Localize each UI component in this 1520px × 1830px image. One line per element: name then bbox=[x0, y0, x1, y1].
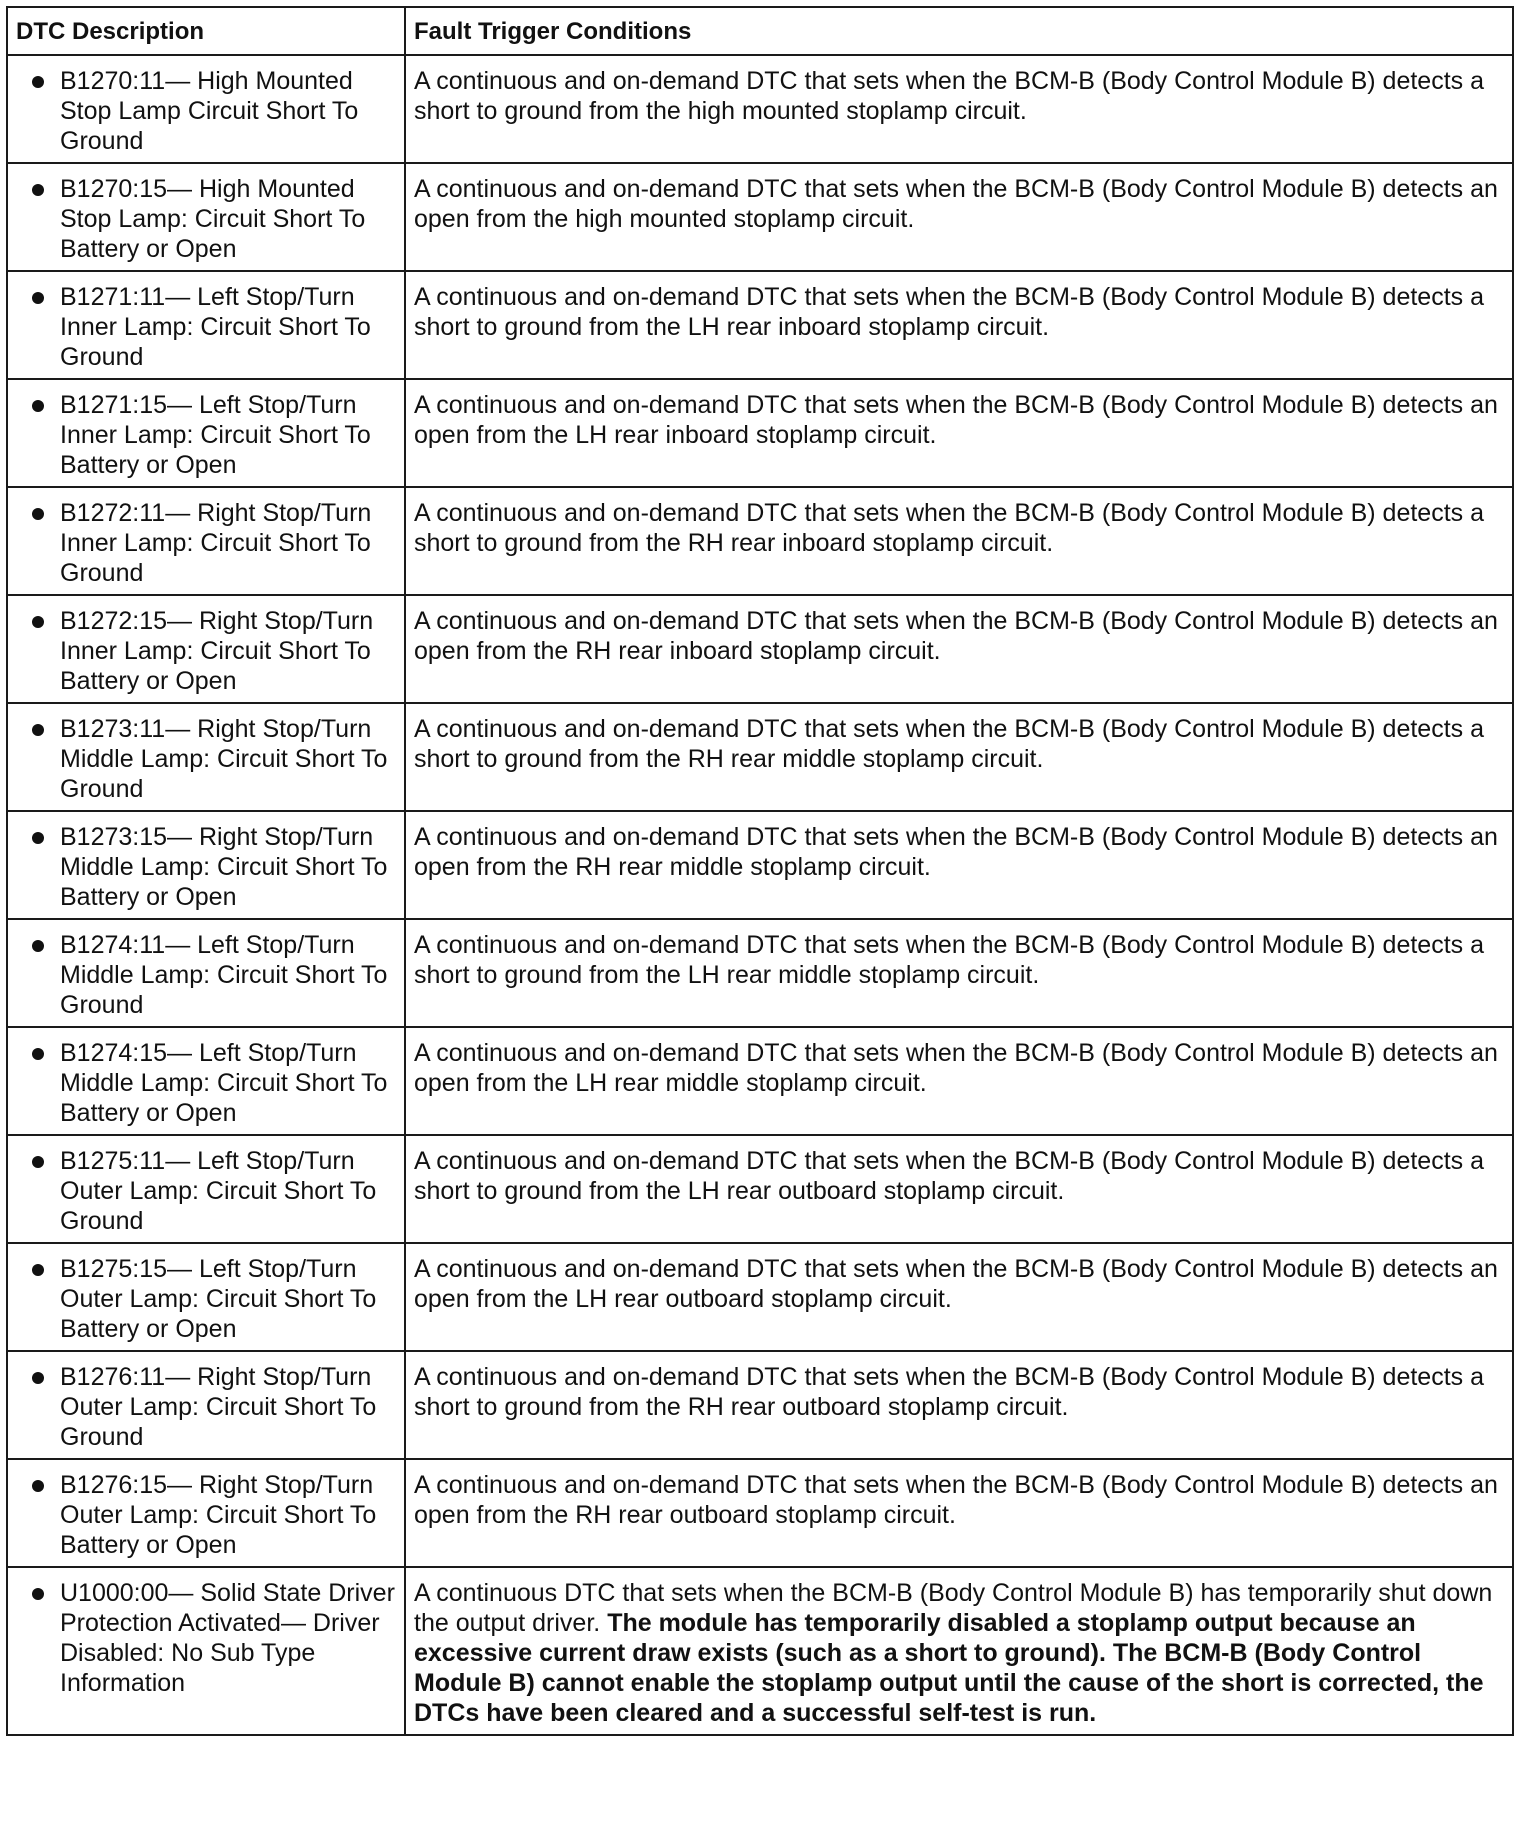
table-row bbox=[7, 1027, 1513, 1135]
table-row bbox=[7, 811, 1513, 919]
fault-trigger-cell bbox=[405, 1027, 1513, 1135]
dtc-code-text: B1270:11— High Mounted Stop Lamp Circuit Short To Ground bbox=[60, 67, 359, 155]
table-row bbox=[7, 1567, 1513, 1735]
dtc-description bbox=[32, 1146, 400, 1236]
bullet-icon bbox=[32, 616, 44, 628]
bullet-icon bbox=[32, 1372, 44, 1384]
dtc-description bbox=[32, 1470, 400, 1560]
fault-trigger-text: A continuous and on-demand DTC that sets when the BCM-B (Body Control Module B) detects a short to ground from the RH rear outboard stoplamp circuit. bbox=[414, 1363, 1484, 1421]
fault-trigger-cell bbox=[405, 595, 1513, 703]
dtc-description-cell bbox=[7, 1135, 405, 1243]
fault-trigger-cell bbox=[405, 919, 1513, 1027]
dtc-description bbox=[32, 498, 400, 588]
bullet-icon bbox=[32, 1588, 44, 1600]
table-row bbox=[7, 163, 1513, 271]
dtc-description-cell bbox=[7, 811, 405, 919]
fault-trigger-cell bbox=[405, 379, 1513, 487]
dtc-table-container bbox=[6, 6, 1514, 1736]
dtc-table bbox=[6, 6, 1514, 1736]
fault-trigger-cell bbox=[405, 703, 1513, 811]
dtc-description-cell bbox=[7, 1243, 405, 1351]
fault-trigger-text: A continuous and on-demand DTC that sets when the BCM-B (Body Control Module B) detects a short to ground from the high mounted stoplamp circuit. bbox=[414, 67, 1484, 125]
table-row bbox=[7, 595, 1513, 703]
fault-trigger-text: A continuous and on-demand DTC that sets when the BCM-B (Body Control Module B) detects a short to ground from the LH rear middle stoplamp circuit. bbox=[414, 931, 1484, 989]
bullet-icon bbox=[32, 76, 44, 88]
dtc-code-text: B1276:15— Right Stop/Turn Outer Lamp: Circuit Short To Battery or Open bbox=[60, 1471, 377, 1559]
dtc-description-cell bbox=[7, 163, 405, 271]
dtc-code-text: B1276:11— Right Stop/Turn Outer Lamp: Circuit Short To Ground bbox=[60, 1363, 377, 1451]
dtc-code-text: B1275:11— Left Stop/Turn Outer Lamp: Circuit Short To Ground bbox=[60, 1147, 377, 1235]
bullet-icon bbox=[32, 1480, 44, 1492]
fault-trigger-text: A continuous and on-demand DTC that sets when the BCM-B (Body Control Module B) detects an open from the RH rear outboard stoplamp circuit. bbox=[414, 1471, 1498, 1529]
dtc-description-cell bbox=[7, 595, 405, 703]
table-row bbox=[7, 271, 1513, 379]
dtc-description bbox=[32, 174, 400, 264]
bullet-icon bbox=[32, 184, 44, 196]
fault-trigger-text: A continuous and on-demand DTC that sets when the BCM-B (Body Control Module B) detects an open from the RH rear inboard stoplamp circuit. bbox=[414, 607, 1498, 665]
dtc-description-cell bbox=[7, 1459, 405, 1567]
fault-trigger-cell bbox=[405, 55, 1513, 163]
header-row bbox=[7, 7, 1513, 55]
bullet-icon bbox=[32, 1264, 44, 1276]
dtc-code-text: B1275:15— Left Stop/Turn Outer Lamp: Circuit Short To Battery or Open bbox=[60, 1255, 377, 1343]
bullet-icon bbox=[32, 724, 44, 736]
table-row bbox=[7, 1243, 1513, 1351]
dtc-description bbox=[32, 1038, 400, 1128]
dtc-description bbox=[32, 1578, 400, 1698]
fault-trigger-cell bbox=[405, 811, 1513, 919]
dtc-description bbox=[32, 282, 400, 372]
dtc-description bbox=[32, 714, 400, 804]
dtc-code-text: B1273:15— Right Stop/Turn Middle Lamp: Circuit Short To Battery or Open bbox=[60, 823, 388, 911]
bullet-icon bbox=[32, 400, 44, 412]
dtc-code-text: B1274:11— Left Stop/Turn Middle Lamp: Circuit Short To Ground bbox=[60, 931, 388, 1019]
fault-trigger-cell bbox=[405, 1243, 1513, 1351]
dtc-code-text: B1271:15— Left Stop/Turn Inner Lamp: Circuit Short To Battery or Open bbox=[60, 391, 371, 479]
dtc-description bbox=[32, 66, 400, 156]
dtc-code-text: U1000:00— Solid State Driver Protection Activated— Driver Disabled: No Sub Type Information bbox=[60, 1579, 395, 1697]
table-row bbox=[7, 919, 1513, 1027]
bullet-icon bbox=[32, 508, 44, 520]
dtc-description bbox=[32, 606, 400, 696]
table-row bbox=[7, 1135, 1513, 1243]
dtc-description-cell bbox=[7, 919, 405, 1027]
bullet-icon bbox=[32, 940, 44, 952]
dtc-description bbox=[32, 390, 400, 480]
dtc-description-cell bbox=[7, 271, 405, 379]
fault-trigger-cell bbox=[405, 1135, 1513, 1243]
dtc-description-cell bbox=[7, 379, 405, 487]
bullet-icon bbox=[32, 832, 44, 844]
fault-trigger-cell bbox=[405, 1351, 1513, 1459]
bullet-icon bbox=[32, 1048, 44, 1060]
dtc-code-text: B1271:11— Left Stop/Turn Inner Lamp: Circuit Short To Ground bbox=[60, 283, 371, 371]
fault-trigger-text: A continuous and on-demand DTC that sets when the BCM-B (Body Control Module B) detects an open from the RH rear middle stoplamp circuit. bbox=[414, 823, 1498, 881]
fault-trigger-text: A continuous and on-demand DTC that sets when the BCM-B (Body Control Module B) detects an open from the LH rear outboard stoplamp circuit. bbox=[414, 1255, 1498, 1313]
header-fault-trigger-conditions: Fault Trigger Conditions bbox=[405, 7, 1513, 55]
table-row bbox=[7, 487, 1513, 595]
dtc-description-cell bbox=[7, 487, 405, 595]
bullet-icon bbox=[32, 292, 44, 304]
fault-trigger-text: A continuous and on-demand DTC that sets when the BCM-B (Body Control Module B) detects an open from the LH rear inboard stoplamp circuit. bbox=[414, 391, 1498, 449]
table-row bbox=[7, 1351, 1513, 1459]
bullet-icon bbox=[32, 1156, 44, 1168]
dtc-description bbox=[32, 822, 400, 912]
fault-trigger-cell bbox=[405, 163, 1513, 271]
dtc-code-text: B1272:11— Right Stop/Turn Inner Lamp: Circuit Short To Ground bbox=[60, 499, 372, 587]
fault-trigger-cell bbox=[405, 1567, 1513, 1735]
dtc-code-text: B1273:11— Right Stop/Turn Middle Lamp: Circuit Short To Ground bbox=[60, 715, 388, 803]
fault-trigger-text: A continuous and on-demand DTC that sets when the BCM-B (Body Control Module B) detects a short to ground from the LH rear inboard stoplamp circuit. bbox=[414, 283, 1484, 341]
fault-trigger-text: A continuous and on-demand DTC that sets when the BCM-B (Body Control Module B) detects an open from the high mounted stoplamp circuit. bbox=[414, 175, 1498, 233]
dtc-description-cell bbox=[7, 1027, 405, 1135]
dtc-description-cell bbox=[7, 1351, 405, 1459]
fault-trigger-text: A continuous DTC that sets when the BCM-B (Body Control Module B) has temporarily shut down the output driver. bbox=[414, 1579, 1493, 1637]
dtc-code-text: B1272:15— Right Stop/Turn Inner Lamp: Circuit Short To Battery or Open bbox=[60, 607, 374, 695]
table-row bbox=[7, 1459, 1513, 1567]
table-body bbox=[7, 55, 1513, 1735]
fault-trigger-cell bbox=[405, 271, 1513, 379]
dtc-description bbox=[32, 1362, 400, 1452]
fault-trigger-cell bbox=[405, 1459, 1513, 1567]
fault-trigger-text: A continuous and on-demand DTC that sets when the BCM-B (Body Control Module B) detects a short to ground from the RH rear middle stoplamp circuit. bbox=[414, 715, 1484, 773]
dtc-description-cell bbox=[7, 1567, 405, 1735]
dtc-code-text: B1270:15— High Mounted Stop Lamp: Circuit Short To Battery or Open bbox=[60, 175, 366, 263]
dtc-description bbox=[32, 930, 400, 1020]
header-dtc-description: DTC Description bbox=[7, 7, 405, 55]
table-row bbox=[7, 703, 1513, 811]
dtc-description bbox=[32, 1254, 400, 1344]
dtc-description-cell bbox=[7, 55, 405, 163]
fault-trigger-text: A continuous and on-demand DTC that sets when the BCM-B (Body Control Module B) detects an open from the LH rear middle stoplamp circuit. bbox=[414, 1039, 1498, 1097]
table-row bbox=[7, 379, 1513, 487]
fault-trigger-bold-text: The module has temporarily disabled a stoplamp output because an excessive current draw exists (such as a short to ground). The BCM-B (Body Control Module B) cannot enable the stoplamp output until the cause of the short is corrected, the DTCs have been cleared and a successful self-test is run. bbox=[414, 1609, 1484, 1727]
dtc-description-cell bbox=[7, 703, 405, 811]
table-row bbox=[7, 55, 1513, 163]
fault-trigger-text: A continuous and on-demand DTC that sets when the BCM-B (Body Control Module B) detects a short to ground from the RH rear inboard stoplamp circuit. bbox=[414, 499, 1484, 557]
fault-trigger-text: A continuous and on-demand DTC that sets when the BCM-B (Body Control Module B) detects a short to ground from the LH rear outboard stoplamp circuit. bbox=[414, 1147, 1484, 1205]
dtc-code-text: B1274:15— Left Stop/Turn Middle Lamp: Circuit Short To Battery or Open bbox=[60, 1039, 388, 1127]
fault-trigger-cell bbox=[405, 487, 1513, 595]
